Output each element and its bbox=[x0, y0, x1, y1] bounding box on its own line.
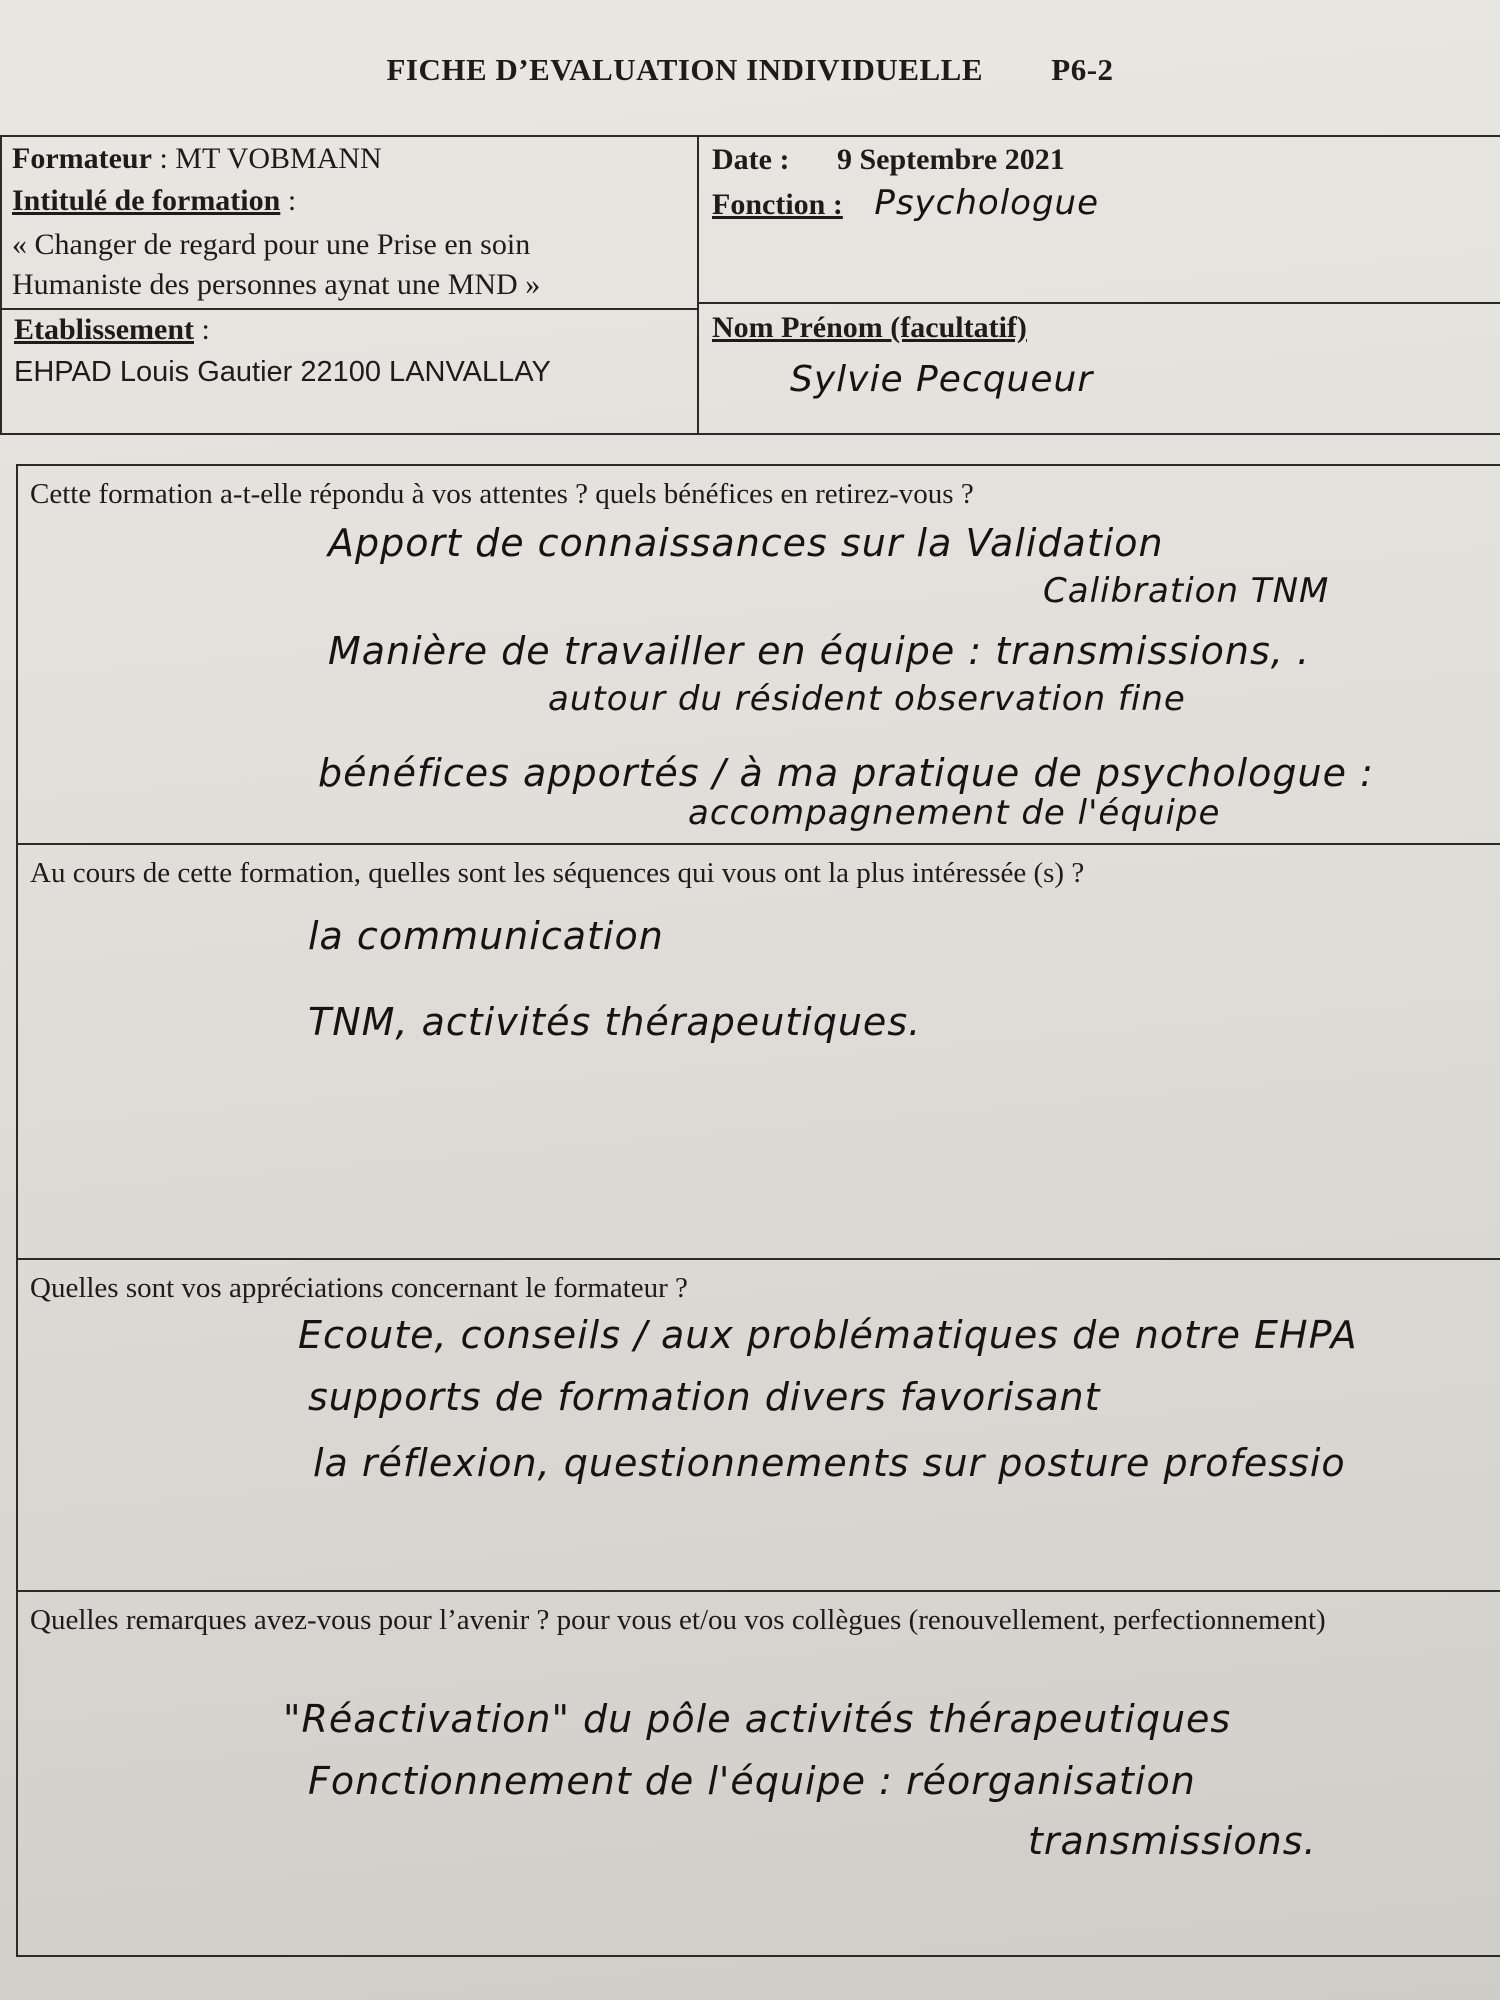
function-label: Fonction : bbox=[712, 188, 843, 221]
course-label: Intitulé de formation bbox=[12, 184, 281, 217]
trainer-value: : MT VOBMANN bbox=[159, 142, 382, 175]
establishment-label-cell bbox=[14, 310, 210, 350]
establishment-value: EHPAD Louis Gautier 22100 LANVALLAY bbox=[14, 356, 551, 388]
answer-line: TNM, activités thérapeutiques. bbox=[308, 1000, 922, 1044]
establishment-colon: : bbox=[201, 313, 210, 346]
name-value: Sylvie Pecqueur bbox=[790, 359, 1094, 400]
date-label: Date : bbox=[712, 143, 790, 176]
question-text: Au cours de cette formation, quelles sont les séquences qui vous ont la plus intéressée (s) ? bbox=[30, 857, 1085, 889]
form-title: FICHE D’EVALUATION INDIVIDUELLE bbox=[386, 52, 984, 87]
function-value: Psychologue bbox=[874, 183, 1100, 223]
date-cell bbox=[712, 140, 1065, 180]
answer-line: Apport de connaissances sur la Validation bbox=[328, 521, 1164, 565]
question-section-trainer bbox=[16, 1258, 1500, 1591]
name-label-cell bbox=[712, 308, 1027, 348]
form-bottom-border bbox=[16, 1955, 1500, 1957]
answer-line: "Réactivation" du pôle activités thérapeutiques bbox=[283, 1697, 1232, 1741]
question-text: Quelles remarques avez-vous pour l’avenir ? pour vous et/ou vos collègues (renouvellement, perfectionnement) bbox=[30, 1604, 1326, 1636]
answer-line: autour du résident observation fine bbox=[548, 679, 1186, 719]
answer-line: la communication bbox=[308, 914, 664, 958]
function-cell bbox=[712, 183, 1099, 225]
course-title-line2: Humaniste des personnes aynat une MND » bbox=[12, 268, 541, 301]
answer-line: supports de formation divers favorisant bbox=[308, 1375, 1101, 1419]
answer-line: Ecoute, conseils / aux problématiques de notre EHPA bbox=[298, 1313, 1358, 1357]
establishment-label: Etablissement bbox=[14, 313, 194, 346]
answer-line: Fonctionnement de l'équipe : réorganisation bbox=[308, 1759, 1196, 1803]
question-text: Cette formation a-t-elle répondu à vos attentes ? quels bénéfices en retirez-vous ? bbox=[30, 478, 974, 510]
answer-line: Calibration TNM bbox=[1043, 571, 1330, 611]
table-divider bbox=[697, 137, 699, 433]
answer-line: transmissions. bbox=[1028, 1819, 1317, 1863]
question-section-expectations bbox=[16, 464, 1500, 844]
table-left-border bbox=[0, 137, 2, 433]
course-label-cell bbox=[12, 181, 296, 221]
answer-line: Manière de travailler en équipe : transmissions, . bbox=[328, 629, 1311, 673]
answer-line: la réflexion, questionnements sur posture professio bbox=[313, 1441, 1346, 1485]
course-title-line1: « Changer de regard pour une Prise en soin bbox=[12, 228, 531, 261]
course-colon: : bbox=[287, 184, 297, 217]
name-label: Nom Prénom (facultatif) bbox=[712, 311, 1027, 344]
question-section-future bbox=[16, 1590, 1500, 1957]
trainer-cell bbox=[12, 139, 382, 179]
header-info-table bbox=[0, 135, 1500, 435]
answer-line: accompagnement de l'équipe bbox=[688, 793, 1221, 833]
form-code: P6-2 bbox=[1051, 52, 1114, 87]
question-text: Quelles sont vos appréciations concernant le formateur ? bbox=[30, 1272, 688, 1304]
table-row-divider-right bbox=[699, 302, 1500, 304]
question-section-sequences bbox=[16, 843, 1500, 1258]
date-value: 9 Septembre 2021 bbox=[836, 143, 1065, 176]
form-title-row bbox=[0, 52, 1500, 88]
answer-line: bénéfices apportés / à ma pratique de psychologue : bbox=[318, 751, 1374, 795]
trainer-label: Formateur bbox=[12, 142, 152, 175]
